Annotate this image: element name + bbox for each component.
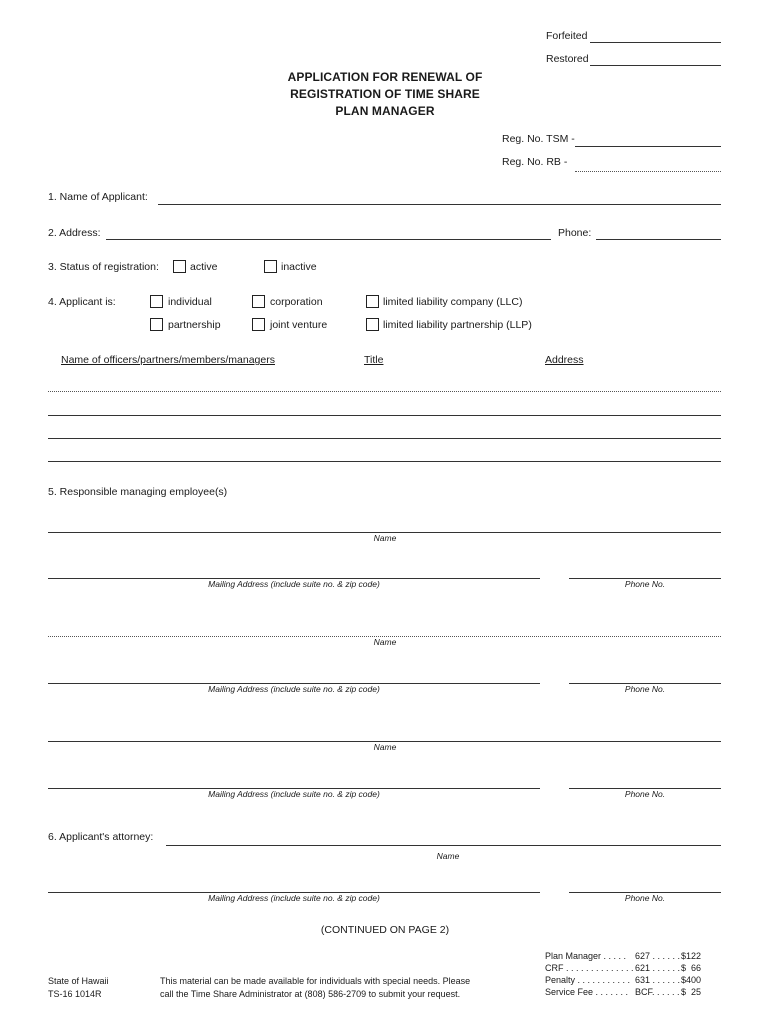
fee-code: 627 . . . . . .: [635, 951, 681, 961]
applicant-name-label: 1. Name of Applicant:: [48, 191, 148, 203]
phone-label: Phone:: [558, 227, 592, 239]
llp-checkbox[interactable]: [366, 318, 379, 331]
officers-row-3[interactable]: [48, 438, 721, 439]
llc-checkbox[interactable]: [366, 295, 379, 308]
address-label: 2. Address:: [48, 227, 101, 239]
reg-tsm-label: Reg. No. TSM -: [502, 133, 575, 145]
attorney-phone-caption: Phone No.: [624, 893, 666, 903]
fee-amount: $ 66: [681, 963, 702, 973]
forfeited-field[interactable]: [590, 42, 721, 43]
employee-3-mailing-caption: Mailing Address (include suite no. & zip code): [208, 789, 380, 799]
inactive-checkbox[interactable]: [264, 260, 277, 273]
attorney-mailing-caption: Mailing Address (include suite no. & zip code): [208, 893, 380, 903]
fee-code: 621 . . . . . .: [635, 963, 681, 973]
managing-employee-label: 5. Responsible managing employee(s): [48, 486, 228, 498]
address-field[interactable]: [106, 239, 551, 240]
employee-2-mailing-caption: Mailing Address (include suite no. & zip code): [208, 684, 380, 694]
footer-form-number: TS-16 1014R: [48, 989, 102, 999]
corporation-option-label: corporation: [270, 296, 323, 308]
joint-venture-option-label: joint venture: [270, 319, 328, 331]
footer-notice-line-2: call the Time Share Administrator at (808) 586-2709 to submit your request.: [160, 989, 461, 999]
employee-2-name-caption: Name: [373, 637, 397, 647]
fee-row: [545, 974, 725, 986]
fee-row: [545, 950, 725, 962]
officers-title-column-header: Title: [364, 354, 384, 366]
corporation-checkbox[interactable]: [252, 295, 265, 308]
attorney-label: 6. Applicant's attorney:: [48, 831, 154, 843]
fee-table: [545, 950, 725, 998]
officers-row-2[interactable]: [48, 415, 721, 416]
llc-option-label: limited liability company (LLC): [383, 296, 523, 308]
footer-notice-line-1: This material can be made available for individuals with special needs. Please: [160, 976, 471, 986]
inactive-option-label: inactive: [281, 261, 317, 273]
officers-row-1[interactable]: [48, 391, 721, 392]
status-label: 3. Status of registration:: [48, 261, 159, 273]
fee-row: [545, 962, 725, 974]
employee-2-phone-caption: Phone No.: [624, 684, 666, 694]
form-title-line-1: APPLICATION FOR RENEWAL OF: [287, 70, 483, 84]
llp-option-label: limited liability partnership (LLP): [383, 319, 532, 331]
fee-amount: $400: [681, 975, 702, 985]
active-option-label: active: [190, 261, 218, 273]
reg-tsm-field[interactable]: [575, 146, 721, 147]
officers-name-column-header: Name of officers/partners/members/managers: [61, 354, 275, 366]
form-title-line-2: REGISTRATION OF TIME SHARE: [290, 87, 480, 101]
officers-address-column-header: Address: [545, 354, 584, 366]
fee-row: [545, 986, 725, 998]
employee-1-mailing-caption: Mailing Address (include suite no. & zip code): [208, 579, 380, 589]
fee-label: Service Fee . . . . . . .: [545, 987, 629, 997]
attorney-name-caption: Name: [436, 851, 460, 861]
fee-label: Plan Manager . . . . .: [545, 951, 627, 961]
employee-1-phone-caption: Phone No.: [624, 579, 666, 589]
active-checkbox[interactable]: [173, 260, 186, 273]
form-title-line-3: PLAN MANAGER: [335, 104, 435, 118]
individual-checkbox[interactable]: [150, 295, 163, 308]
reg-rb-field[interactable]: [575, 171, 721, 172]
phone-field[interactable]: [596, 239, 721, 240]
restored-label: Restored: [546, 53, 589, 65]
employee-1-name-caption: Name: [373, 533, 397, 543]
joint-venture-checkbox[interactable]: [252, 318, 265, 331]
attorney-name-field[interactable]: [166, 845, 721, 846]
fee-label: Penalty . . . . . . . . . . .: [545, 975, 631, 985]
fee-label: CRF . . . . . . . . . . . . . .: [545, 963, 634, 973]
restored-field[interactable]: [590, 65, 721, 66]
applicant-name-field[interactable]: [158, 204, 721, 205]
employee-3-phone-caption: Phone No.: [624, 789, 666, 799]
applicant-type-label: 4. Applicant is:: [48, 296, 116, 308]
employee-3-name-caption: Name: [373, 742, 397, 752]
fee-code: 631 . . . . . .: [635, 975, 681, 985]
fee-code: BCF. . . . . . .: [635, 987, 685, 997]
partnership-checkbox[interactable]: [150, 318, 163, 331]
fee-amount: $122: [681, 951, 702, 961]
reg-rb-label: Reg. No. RB -: [502, 156, 568, 168]
individual-option-label: individual: [168, 296, 212, 308]
fee-amount: $ 25: [681, 987, 702, 997]
officers-row-4[interactable]: [48, 461, 721, 462]
partnership-option-label: partnership: [168, 319, 221, 331]
continued-notice: (CONTINUED ON PAGE 2): [320, 924, 450, 936]
footer-state: State of Hawaii: [48, 976, 109, 986]
forfeited-label: Forfeited: [546, 30, 588, 42]
